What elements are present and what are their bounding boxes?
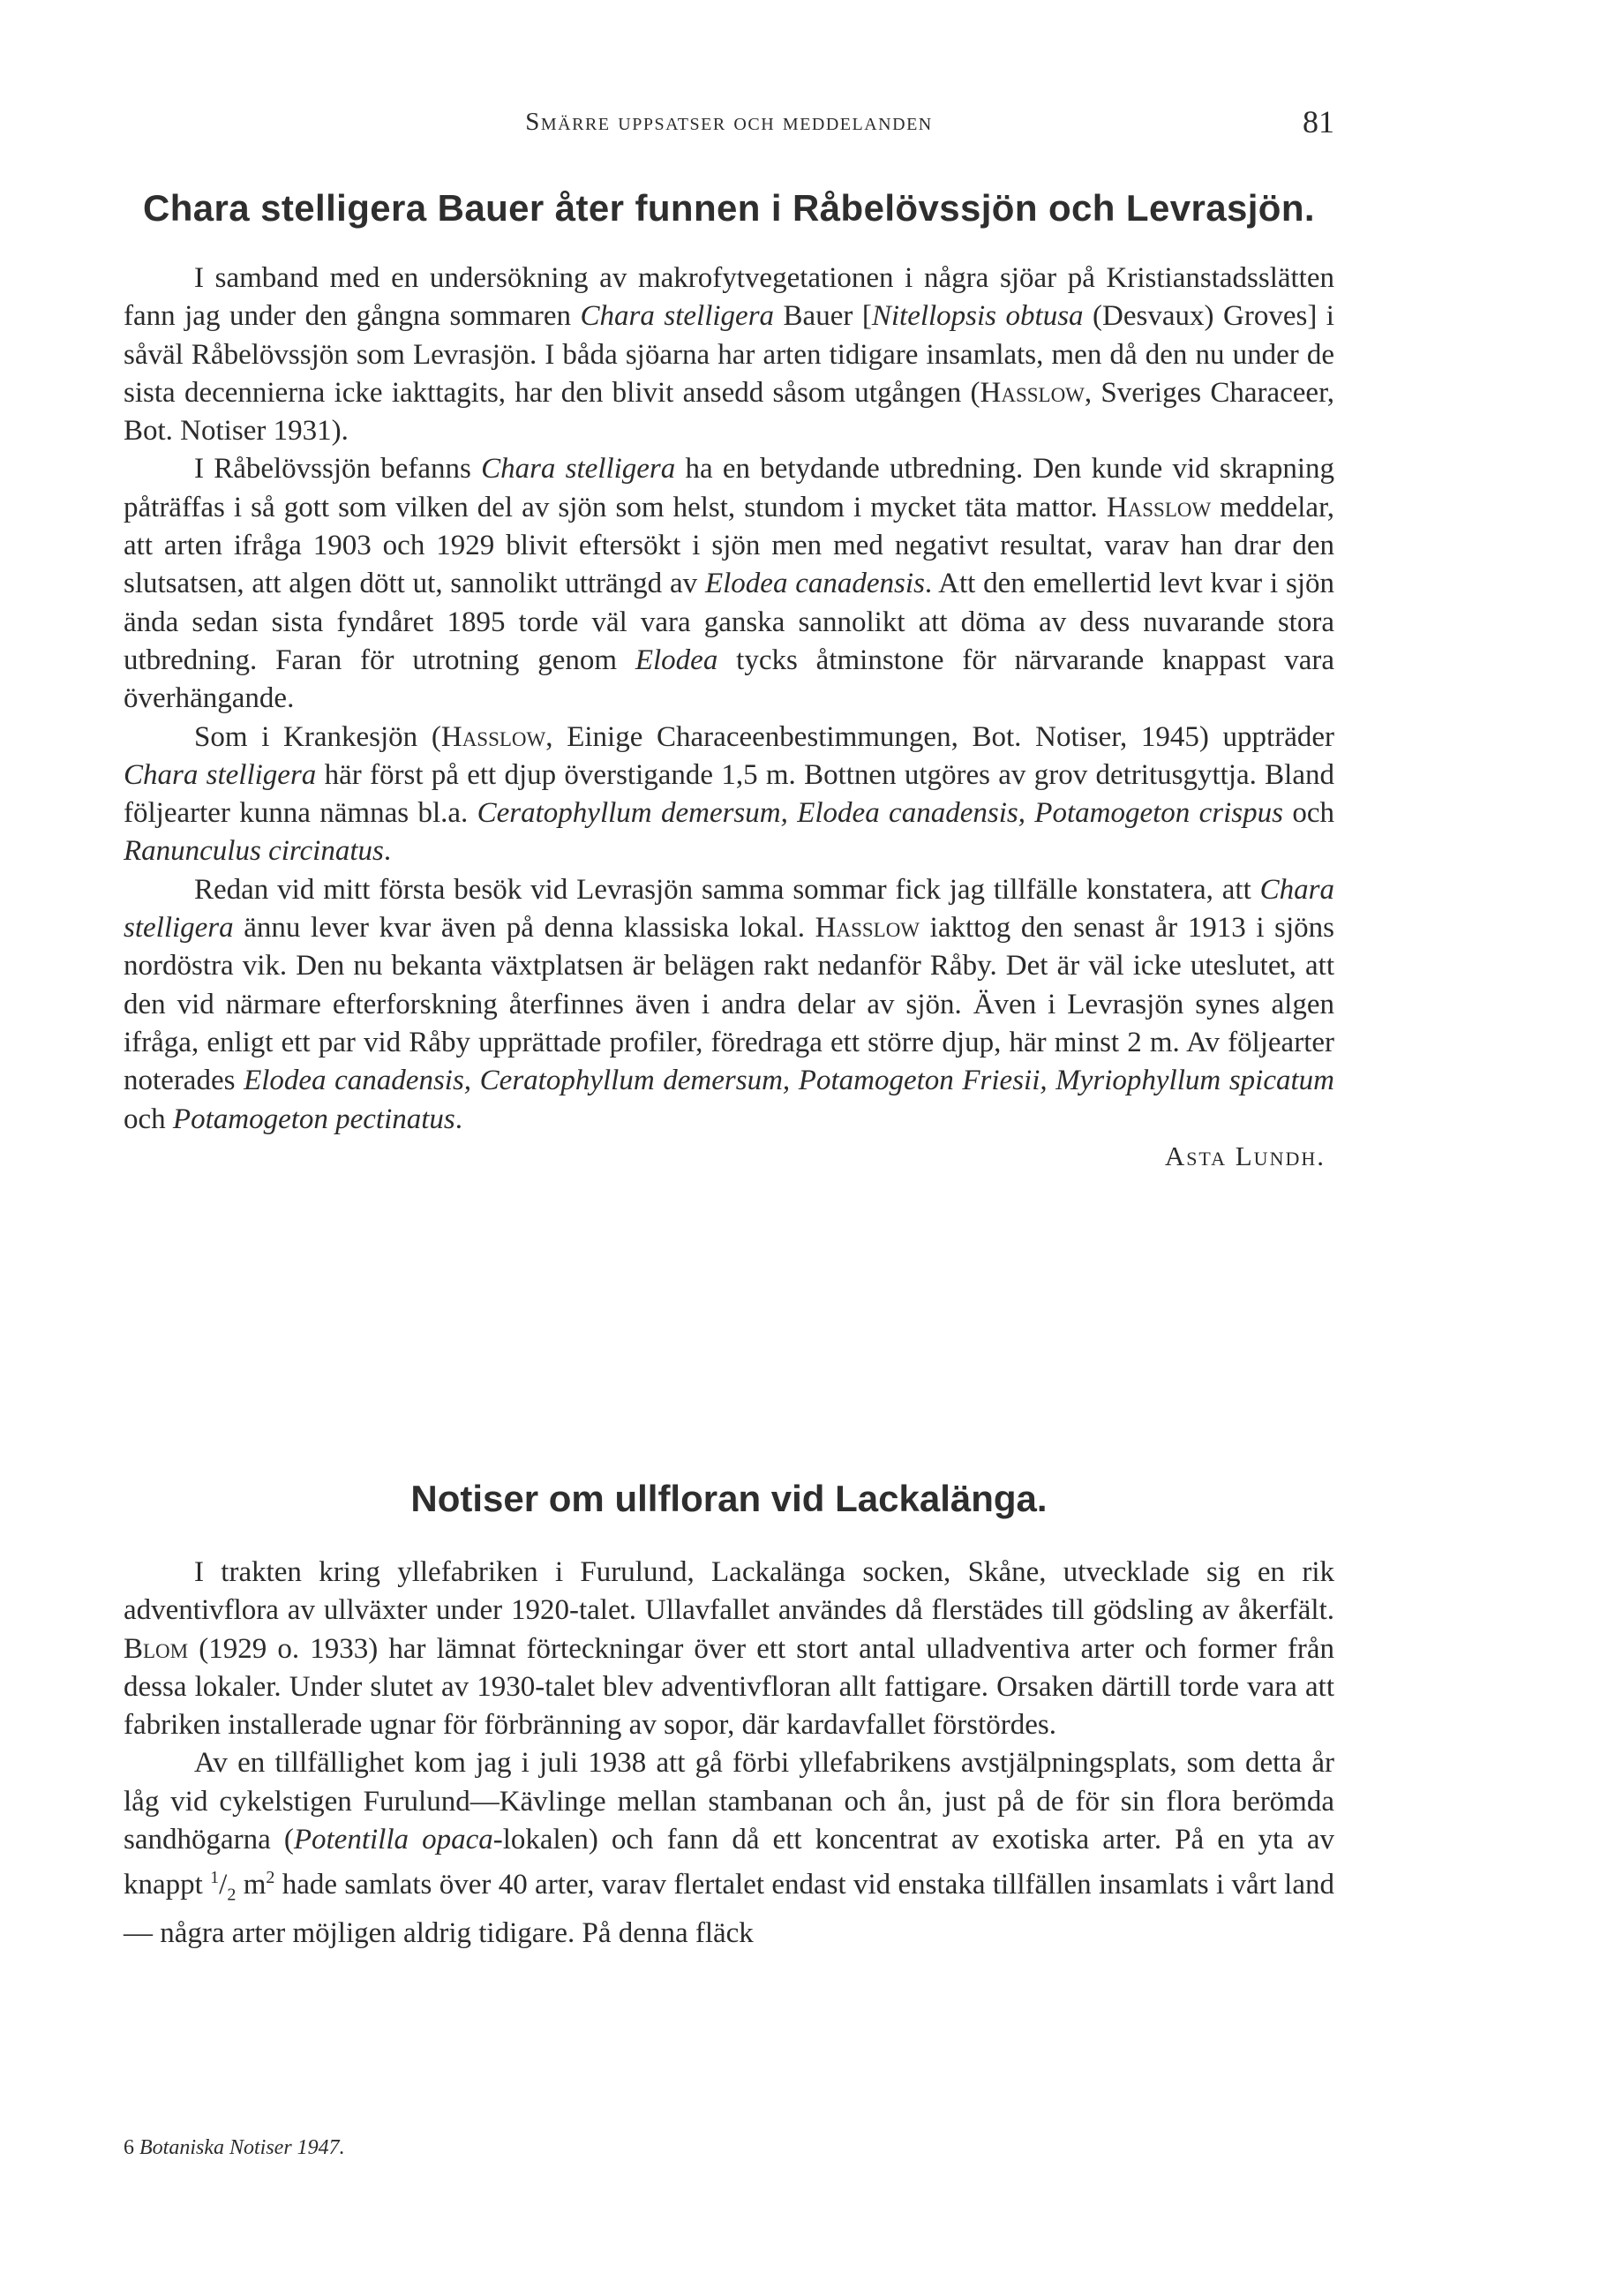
article-chara-stelligera	[124, 184, 1334, 1174]
footer	[124, 2134, 345, 2161]
species-name: Chara stelligera	[580, 300, 775, 333]
species-name: Chara stelligera	[124, 758, 317, 791]
species-name: Ceratophyllum demersum, Elodea canadensis, Potamogeton crispus	[477, 797, 1283, 830]
paragraph: Som i Krankesjön (Hasslow, Einige Characeenbestimmungen, Bot. Notiser, 1945) uppträder Chara stelligera här först på ett djup överstigande 1,5 m. Bottnen utgöres av grov detritusgyttja. Bland följearter kunna nämnas bl.a. Ceratophyllum demersum, Elodea canadensis, Potamogeton crispus och Ranunculus circinatus.	[124, 720, 1334, 868]
paragraph: I Råbelövssjön befanns Chara stelligera ha en betydande utbredning. Den kunde vid skrapning påträffas i så gott som vilken del av sjön som helst, stundom i mycket täta mattor. Hasslow meddelar, att arten ifråga 1903 och 1929 blivit eftersökt i sjön men med negativt resultat, varav han drar den slutsatsen, att algen dött ut, sannolikt utträngd av Elodea canadensis. Att den emellertid levt kvar i sjön ända sedan sista fyndåret 1895 torde väl vara ganska sannolikt att döma av dess nuvarande stora utbredning. Faran för utrotning genom Elodea tycks åtminstone för närvarande knappast vara överhängande.	[124, 453, 1334, 715]
species-name: Potentilla opaca	[293, 1824, 493, 1856]
article-title: Chara stelligera Bauer åter funnen i Råbelövssjön och Levrasjön.	[143, 187, 1315, 229]
running-head	[124, 104, 1334, 139]
paragraph: Av en tillfällighet kom jag i juli 1938 att gå förbi yllefabrikens avstjälpningsplats, som detta år låg vid cykelstigen Furulund—Kävlinge mellan stambanan och ån, just på de för sin flora berömda sandhögarna (Potentilla opaca-lokalen) och fann då ett koncentrat av exotiska arter. På en yta av knappt $^1/_2$ $m^2$ hade samlats över 40 arter, varav flertalet endast vid enstaka tillfällen insamlats i vårt land — några arter möjligen aldrig tidigare. På denna fläck	[124, 1747, 1335, 1950]
species-name: Ranunculus circinatus	[124, 835, 384, 868]
superscript: 2	[266, 1868, 275, 1888]
species-name: Chara stelligera	[481, 453, 676, 486]
author-name: Hasslow	[815, 912, 920, 945]
species-name: Chara stelligera	[124, 873, 1334, 945]
species-name: Nitellopsis obtusa	[871, 300, 1084, 333]
author-name: Hasslow	[1106, 491, 1212, 523]
species-name: Elodea canadensis	[704, 568, 925, 600]
species-name: Elodea canadensis, Ceratophyllum demersum, Potamogeton Friesii, Myriophyllum spicatum	[244, 1065, 1334, 1097]
page-number: 81	[1303, 104, 1334, 139]
species-name: Elodea	[635, 644, 718, 676]
author-name: Blom	[124, 1632, 189, 1665]
author-name: Hasslow	[980, 376, 1085, 409]
signature-mark: 6	[124, 2136, 134, 2159]
journal-name: Botaniska Notiser 1947.	[139, 2136, 345, 2159]
running-title: Smärre uppsatser och meddelanden	[525, 108, 933, 136]
species-name: Potamogeton pectinatus	[172, 1103, 455, 1135]
author-signature: Asta Lundh.	[1164, 1140, 1326, 1171]
article-ullfloran	[124, 1474, 1334, 1953]
paragraph: I trakten kring yllefabriken i Furulund, Lackalänga socken, Skåne, utvecklade sig en rik adventivflora av ullväxter under 1920-talet. Ullavfallet användes då flerstädes till gödsling av åkerfält. Blom (1929 o. 1933) har lämnat förteckningar över ett stort antal ulladventiva arter och former från dessa lokaler. Under slutet av 1930-talet blev adventivfloran allt fattigare. Orsaken därtill torde vara att fabriken installerade ugnar för förbränning av sopor, där kardavfallet förstördes.	[124, 1556, 1334, 1742]
fraction-denominator: 2	[227, 1885, 237, 1905]
paragraph: Redan vid mitt första besök vid Levrasjön samma sommar fick jag tillfälle konstatera, att Chara stelligera ännu lever kvar även på denna klassiska lokal. Hasslow iakttog den senast år 1913 i sjöns nordöstra vik. Den nu bekanta växtplatsen är belägen rakt nedanför Råby. Det är väl icke uteslutet, att den vid närmare efterforskning återfinnes även i andra delar av sjön. Även i Levrasjön synes algen ifråga, enligt ett par vid Råby upprättade profiler, föredraga ett större djup, här minst 2 m. Av följearter noterades Elodea canadensis, Ceratophyllum demersum, Potamogeton Friesii, Myriophyllum spicatum och Potamogeton pectinatus.	[124, 873, 1334, 1135]
fraction-numerator: 1	[210, 1868, 220, 1888]
author-name: Hasslow	[440, 720, 546, 753]
paragraph: I samband med en undersökning av makrofytvegetationen i några sjöar på Kristianstadsslätten fann jag under den gångna sommaren Chara stelligera Bauer [Nitellopsis obtusa (Desvaux) Groves] i såväl Råbelövssjön som Levrasjön. I båda sjöarna har arten tidigare insamlats, men då den nu under de sista decennierna icke iakttagits, har den blivit ansedd såsom utgången (Hasslow, Sveriges Characeer, Bot. Notiser 1931).	[124, 262, 1334, 448]
article-title: Notiser om ullfloran vid Lackalänga.	[410, 1478, 1048, 1519]
